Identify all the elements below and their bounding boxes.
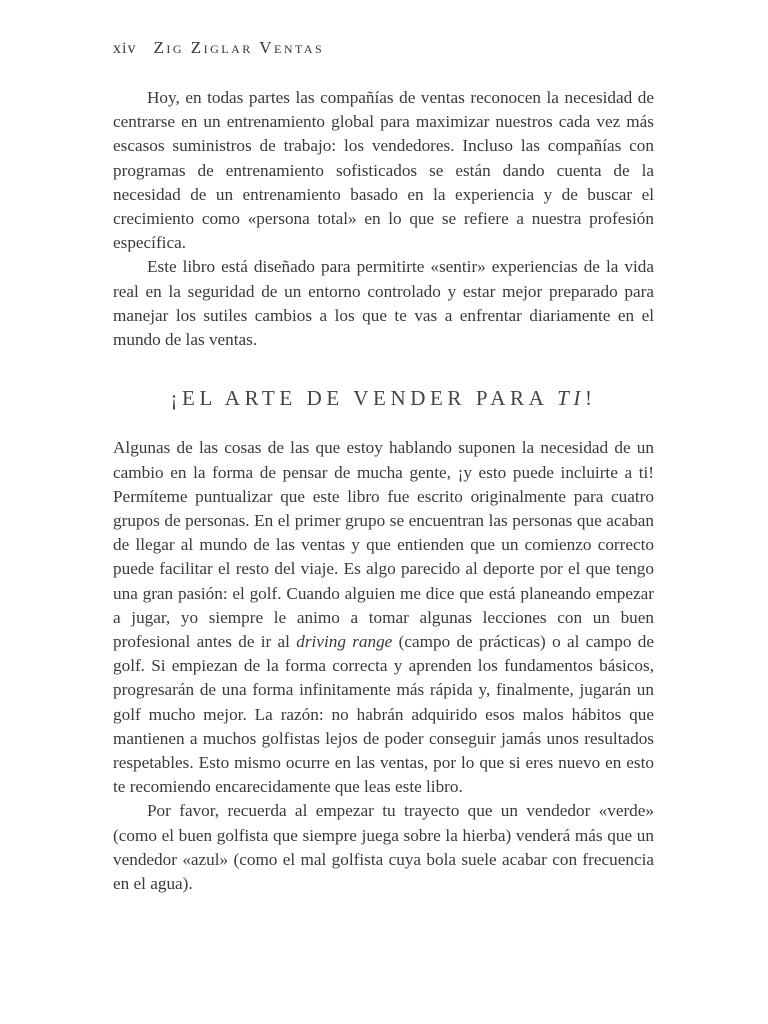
book-title: Zig Ziglar Ventas — [153, 38, 325, 57]
paragraph: Por favor, recuerda al empezar tu trayecto que un vendedor «verde» (como el buen golfista que siempre juega sobre la hierba) venderá más que un vendedor «azul» (como el mal golfista cuya bola suele acabar con frecuencia en el agua). — [113, 801, 654, 894]
heading-emphasis: TI — [557, 386, 585, 411]
paragraph-text: (campo de prácticas) o al campo de golf. Si empiezan de la forma correcta y aprenden los fundamentos básicos, progresarán de una forma infinitamente más rápida y, finalmente, jugarán un golf mucho mejor. La razón: no habrán adquirido esos malos hábitos que mantienen a muchos golfistas lejos de poder conseguir jamás unos resultados respetables. Esto mismo ocurre en las ventas, por lo que si eres nuevo en esto te recomiendo encarecidamente que leas este libro. — [113, 632, 655, 797]
paragraph: Este libro está diseñado para permitirte «sentir» experiencias de la vida real en la seguridad de un entorno controlado y estar mejor preparado para manejar los sutiles cambios a los que te vas a enfrentar diariamente en el mundo de las ventas. — [113, 257, 654, 350]
page-body — [113, 86, 654, 896]
paragraph: Hoy, en todas partes las compañías de ventas reconocen la necesidad de centrarse en un entrenamiento global para maximizar nuestros cada vez más escasos suministros de trabajo: los vendedores. Incluso las compañías con programas de entrenamiento sofisticados se están dando cuenta de la necesidad de un entrenamiento basado en la experiencia y de buscar el crecimiento como «persona total» en lo que se refiere a nuestra profesión específica. — [113, 88, 654, 253]
italic-term: driving range — [296, 632, 393, 652]
heading-suffix: ! — [584, 386, 597, 411]
section-heading — [113, 386, 654, 410]
paragraph-text: Algunas de las cosas de las que estoy hablando suponen la necesidad de un cambio en la forma de pensar de mucha gente, ¡y esto puede incluirte a ti! Permíteme puntualizar que este libro fue escrito originalmente para cuatro grupos de personas. En el primer grupo se encuentran las personas que acaban de llegar al mundo de las ventas y que entienden que un comienzo correcto puede facilitar el resto del viaje. Es algo parecido al deporte por el que tengo una gran pasión: el golf. Cuando alguien me dice que está planeando empezar a jugar, yo siempre le animo a tomar algunas lecciones con un buen profesional antes de ir al — [113, 438, 654, 652]
page-number: xiv — [113, 40, 137, 57]
paragraph — [113, 436, 654, 799]
heading-prefix: ¡EL ARTE DE VENDER PARA — [170, 386, 558, 411]
running-header — [113, 38, 324, 58]
